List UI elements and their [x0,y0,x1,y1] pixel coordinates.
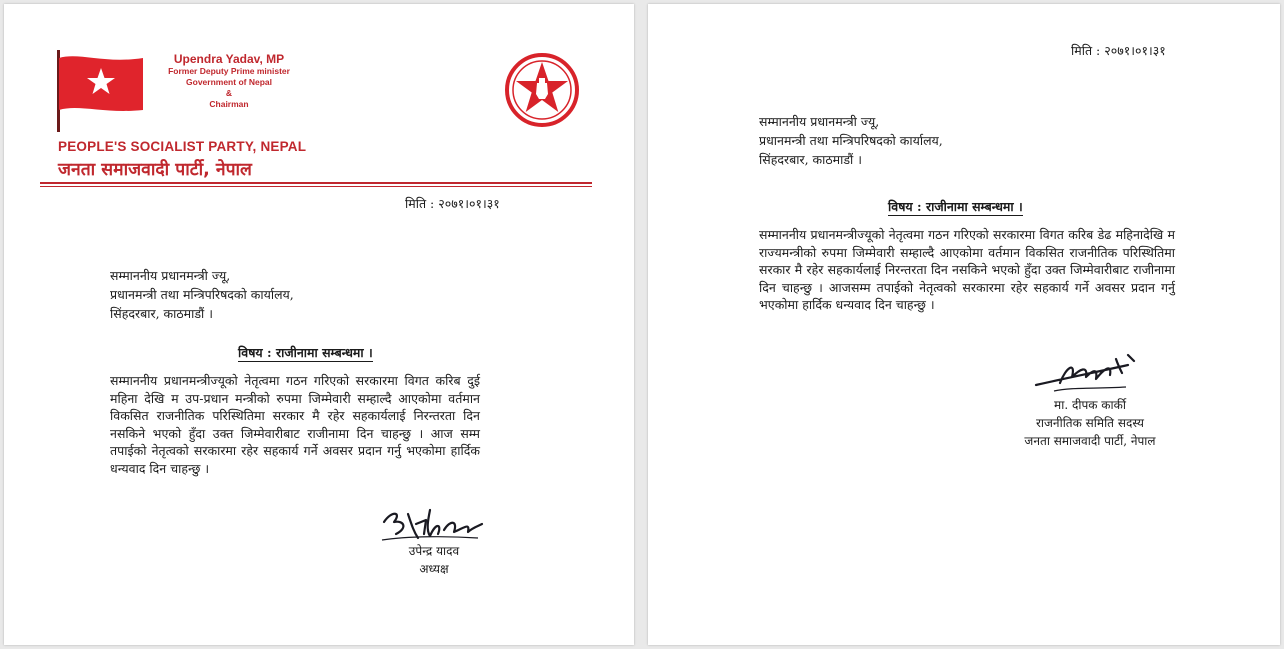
addressee-line-3: सिंहदरबार, काठमाडौं । [759,152,862,167]
letter-subject [888,198,1023,215]
letter-body: सम्माननीय प्रधानमन्त्रीज्यूको नेतृत्वमा गठन गरिएको सरकारमा विगत करिब डेढ महिनादेखि म राज्यमन्त्रीको रुपमा जिम्मेवारी सम्हाल्दै आएकोमा वर्तमान विकसित राजनीतिक परिस्थितिमा सरकार मै रहेर सहकार्यलाई निरन्तरता दिन नसकिने भएको हुँदा उक्त जिम्मेवारीबाट राजीनामा दिन चाहन्छु । आजसम्म तपाईको नेतृत्वको सरकारमा रहेर सहकार्य गर्ने अवसर प्रदान गर्नु भएकोमा हार्दिक धन्यवाद दिन चाहन्छु । [759,227,1175,312]
handwritten-signature [378,502,488,544]
letter-date: मिति : २०७१।०१।३१ [405,196,500,211]
letter-right [648,4,1280,645]
party-name-english: PEOPLE'S SOCIALIST PARTY, NEPAL [58,139,307,154]
person-title-2: Government of Nepal [186,77,272,87]
person-name: Upendra Yadav, MP [173,52,285,66]
letter-body: सम्माननीय प्रधानमन्त्रीज्यूको नेतृत्वमा गठन गरिएको सरकारमा विगत करिब दुई महिना देखि म उप-प्रधान मन्त्रीको रुपमा जिम्मेवारी सम्हाल्दै आएकोमा वर्तमान विकसित राजनीतिक परिस्थितिमा सरकार मै रहेर सहकार्यलाई निरन्तरता दिन नसकिने भएको हुँदा उक्त जिम्मेवारीबाट राजीनामा दिन चाहन्छु । आज सम्म तपाईको नेतृत्वको सरकारमा रहेर सहकार्य गर्ने अवसर प्रदान गर्नु भएकोमा हार्दिक धन्यवाद दिन चाहन्छु । [110,373,480,476]
signatory-title: अध्यक्ष [419,562,449,576]
addressee [759,112,943,169]
letter-subject-text: विषय : राजीनामा सम्बन्धमा । [888,199,1023,214]
party-emblem-icon [504,52,580,128]
addressee-line-1: सम्माननीय प्रधानमन्त्री ज्यू, [110,268,231,283]
addressee-line-1: सम्माननीय प्रधानमन्त्री ज्यू, [759,114,880,129]
signatory-party: जनता समाजवादी पार्टी, नेपाल [1024,434,1156,448]
person-title-4: Chairman [209,99,249,109]
letterhead-rule [40,182,592,184]
handwritten-signature [1032,349,1146,397]
addressee-line-3: सिंहदरबार, काठमाडौं । [110,306,213,321]
letter-left [4,4,634,645]
letterhead-person [154,52,304,110]
signature-block [394,542,474,578]
letterhead-rule-thin [40,186,592,187]
person-title-1: Former Deputy Prime minister [168,66,290,76]
signature-block [1010,396,1170,450]
signatory-name: उपेन्द्र यादव [408,544,460,558]
signatory-title: राजनीतिक समिति सदस्य [1036,416,1144,430]
signatory-name: मा. दीपक कार्की [1054,398,1126,412]
addressee-line-2: प्रधानमन्त्री तथा मन्त्रिपरिषदको कार्यालय, [110,287,294,302]
party-flag-icon [59,54,145,114]
letter-date: मिति : २०७१।०१।३१ [1071,43,1166,58]
party-name-nepali: जनता समाजवादी पार्टी, नेपाल [58,160,252,180]
person-title-3: & [225,88,233,98]
letter-subject [238,344,373,361]
addressee [110,266,294,323]
addressee-line-2: प्रधानमन्त्री तथा मन्त्रिपरिषदको कार्यालय, [759,133,943,148]
letter-subject-text: विषय : राजीनामा सम्बन्धमा । [238,345,373,360]
